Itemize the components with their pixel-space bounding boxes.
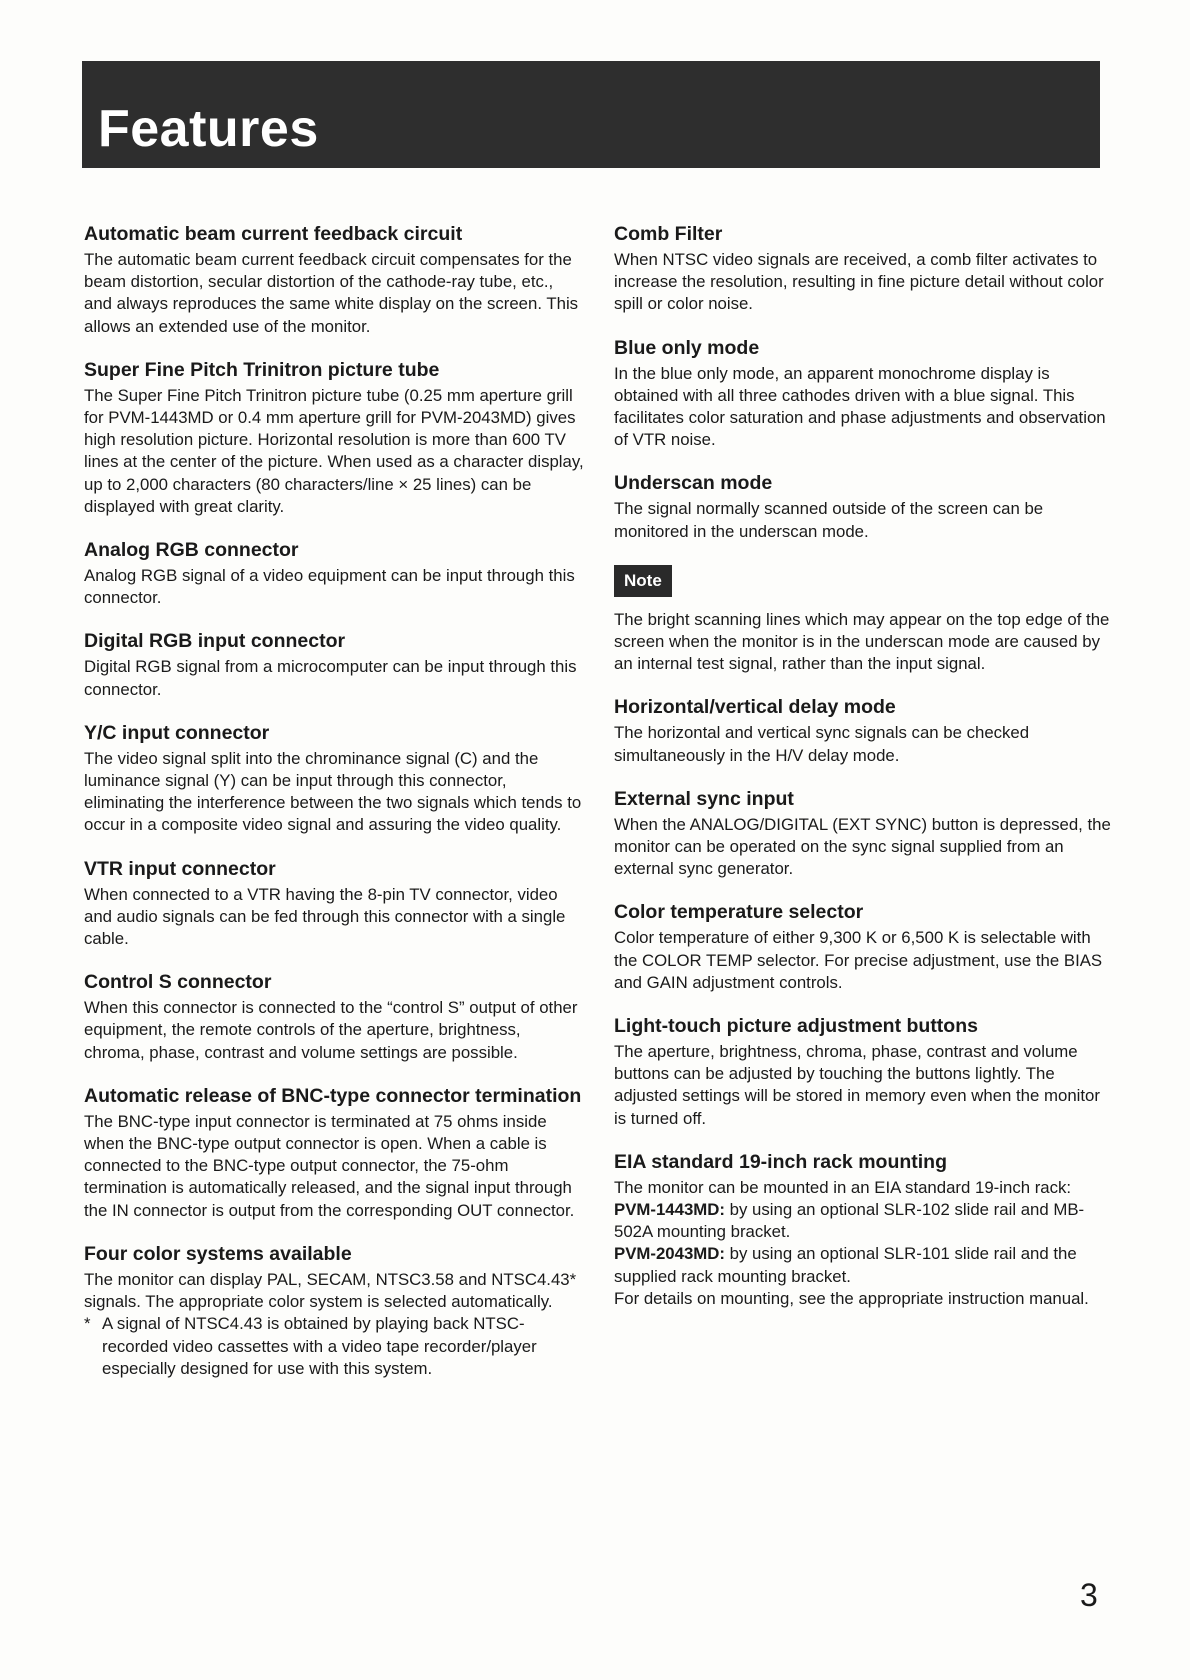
feature-section: [84, 970, 584, 1064]
section-body: Color temperature of either 9,300 K or 6,500 K is selectable with the COLOR TEMP selector. For precise adjustment, use the BIAS and GAIN adjustment controls.: [614, 928, 1103, 992]
section-heading: Control S connector: [84, 971, 272, 994]
section-heading: Digital RGB input connector: [84, 630, 346, 653]
model-text: by using an optional SLR-101 slide rail and the supplied rack mounting bracket.: [614, 1244, 1077, 1286]
section-body: The horizontal and vertical sync signals can be checked simultaneously in the H/V delay mode.: [614, 723, 1030, 765]
section-heading: VTR input connector: [84, 857, 276, 880]
right-column: [614, 222, 1114, 1330]
model-text: by using an optional SLR-102 slide rail and MB-502A mounting bracket.: [614, 1200, 1085, 1242]
feature-section: [84, 1084, 584, 1222]
model-label: PVM-2043MD:: [614, 1244, 725, 1264]
section-heading: Y/C input connector: [84, 721, 270, 744]
feature-section: [614, 695, 1114, 766]
section-heading: Super Fine Pitch Trinitron picture tube: [84, 358, 440, 381]
page-number: 3: [1080, 1577, 1098, 1613]
note-body: The bright scanning lines which may appear on the top edge of the screen when the monitor is in the underscan mode are caused by an internal test signal, rather than the input signal.: [614, 609, 1110, 674]
section-body: The aperture, brightness, chroma, phase, contrast and volume buttons can be adjusted by touching the buttons lightly. The adjusted settings will be stored in memory even when the monitor is turned off.: [614, 1042, 1100, 1128]
section-heading: Automatic release of BNC-type connector termination: [84, 1084, 582, 1107]
feature-section: [614, 471, 1114, 542]
section-body: In the blue only mode, an apparent monochrome display is obtained with all three cathodes driven with a blue signal. This facilitates color saturation and phase adjustments and observation of VTR noise.: [614, 363, 1106, 450]
section-body: When NTSC video signals are received, a comb filter activates to increase the resolution, resulting in fine picture detail without color spill or color noise.: [614, 250, 1104, 314]
section-heading: Light-touch picture adjustment buttons: [614, 1015, 978, 1038]
section-body: The BNC-type input connector is terminated at 75 ohms inside when the BNC-type output connector is open. When a cable is connected to the BNC-type output connector, the 75-ohm termination is automatically released, and the signal input through the IN connector is output from the corresponding OUT connector.: [84, 1111, 575, 1220]
section-heading: Analog RGB connector: [84, 539, 299, 562]
feature-section: [614, 787, 1114, 881]
section-heading: Automatic beam current feedback circuit: [84, 223, 463, 245]
section-body: The automatic beam current feedback circuit compensates for the beam distortion, secular distortion of the cathode-ray tube, etc., and always reproduces the same white display on the screen. This allows an extended use of the monitor.: [84, 250, 579, 336]
model-label: PVM-1443MD:: [614, 1200, 725, 1220]
rack-mounting-section: [614, 1150, 1114, 1310]
footnote: [84, 1313, 584, 1380]
section-body: Analog RGB signal of a video equipment can be input through this connector.: [84, 566, 575, 608]
feature-section: [84, 358, 584, 518]
footnote-text: A signal of NTSC4.43 is obtained by playing back NTSC-recorded video cassettes with a video tape recorder/player especially designed for use with this system.: [102, 1314, 537, 1378]
section-heading: Horizontal/vertical delay mode: [614, 696, 896, 719]
section-body: The signal normally scanned outside of the screen can be monitored in the underscan mode.: [614, 499, 1044, 541]
rack-details: For details on mounting, see the appropriate instruction manual.: [614, 1288, 1089, 1308]
section-heading: Underscan mode: [614, 472, 773, 495]
section-body: [614, 1177, 1114, 1310]
features-banner: [82, 61, 1100, 168]
rack-model-1: [614, 1199, 1114, 1243]
feature-section: [84, 629, 584, 700]
feature-section: [84, 721, 584, 837]
feature-section: [84, 857, 584, 951]
section-body: When this connector is connected to the “control S” output of other equipment, the remote controls of the aperture, brightness, chroma, phase, contrast and volume settings are possible.: [84, 998, 578, 1062]
section-body: The Super Fine Pitch Trinitron picture tube (0.25 mm aperture grill for PVM-1443MD or 0.4 mm aperture grill for PVM-2043MD) gives high resolution picture. Horizontal resolution is more than 600 TV lines at the center of the picture. When used as a character display, up to 2,000 characters (80 characters/line × 25 lines) can be displayed with great clarity.: [84, 385, 584, 516]
section-heading: Four color systems available: [84, 1242, 352, 1265]
section-body: When connected to a VTR having the 8-pin TV connector, video and audio signals can be fed through this connector with a single cable.: [84, 884, 566, 949]
page-title: Features: [98, 100, 319, 158]
footnote-mark: *: [84, 1314, 91, 1334]
rack-model-2: [614, 1243, 1114, 1287]
feature-section: [614, 900, 1114, 994]
section-body: Digital RGB signal from a microcomputer can be input through this connector.: [84, 657, 577, 699]
feature-section: [84, 222, 584, 338]
section-heading: Color temperature selector: [614, 901, 864, 924]
feature-section: [614, 336, 1114, 452]
note-badge: Note: [614, 565, 672, 597]
section-body: The video signal split into the chrominance signal (C) and the luminance signal (Y) can be input through this connector, eliminating the interference between the two signals which tends to occur in a composite video signal and assuring the video quality.: [84, 748, 582, 835]
section-heading: External sync input: [614, 787, 794, 810]
rack-intro: The monitor can be mounted in an EIA standard 19-inch rack:: [614, 1177, 1072, 1197]
section-heading: EIA standard 19-inch rack mounting: [614, 1150, 948, 1173]
section-body: The monitor can display PAL, SECAM, NTSC3.58 and NTSC4.43* signals. The appropriate color system is selected automatically.: [84, 1269, 577, 1312]
section-body: When the ANALOG/DIGITAL (EXT SYNC) button is depressed, the monitor can be operated on the sync signal supplied from an external sync generator.: [614, 814, 1111, 879]
feature-section: [614, 1014, 1114, 1130]
note-section: [614, 563, 1114, 676]
feature-section: [614, 222, 1114, 316]
section-heading: Blue only mode: [614, 336, 760, 359]
feature-section: [84, 1242, 584, 1380]
feature-section: [84, 538, 584, 609]
section-heading: Comb Filter: [614, 223, 723, 245]
left-column: [84, 222, 584, 1400]
